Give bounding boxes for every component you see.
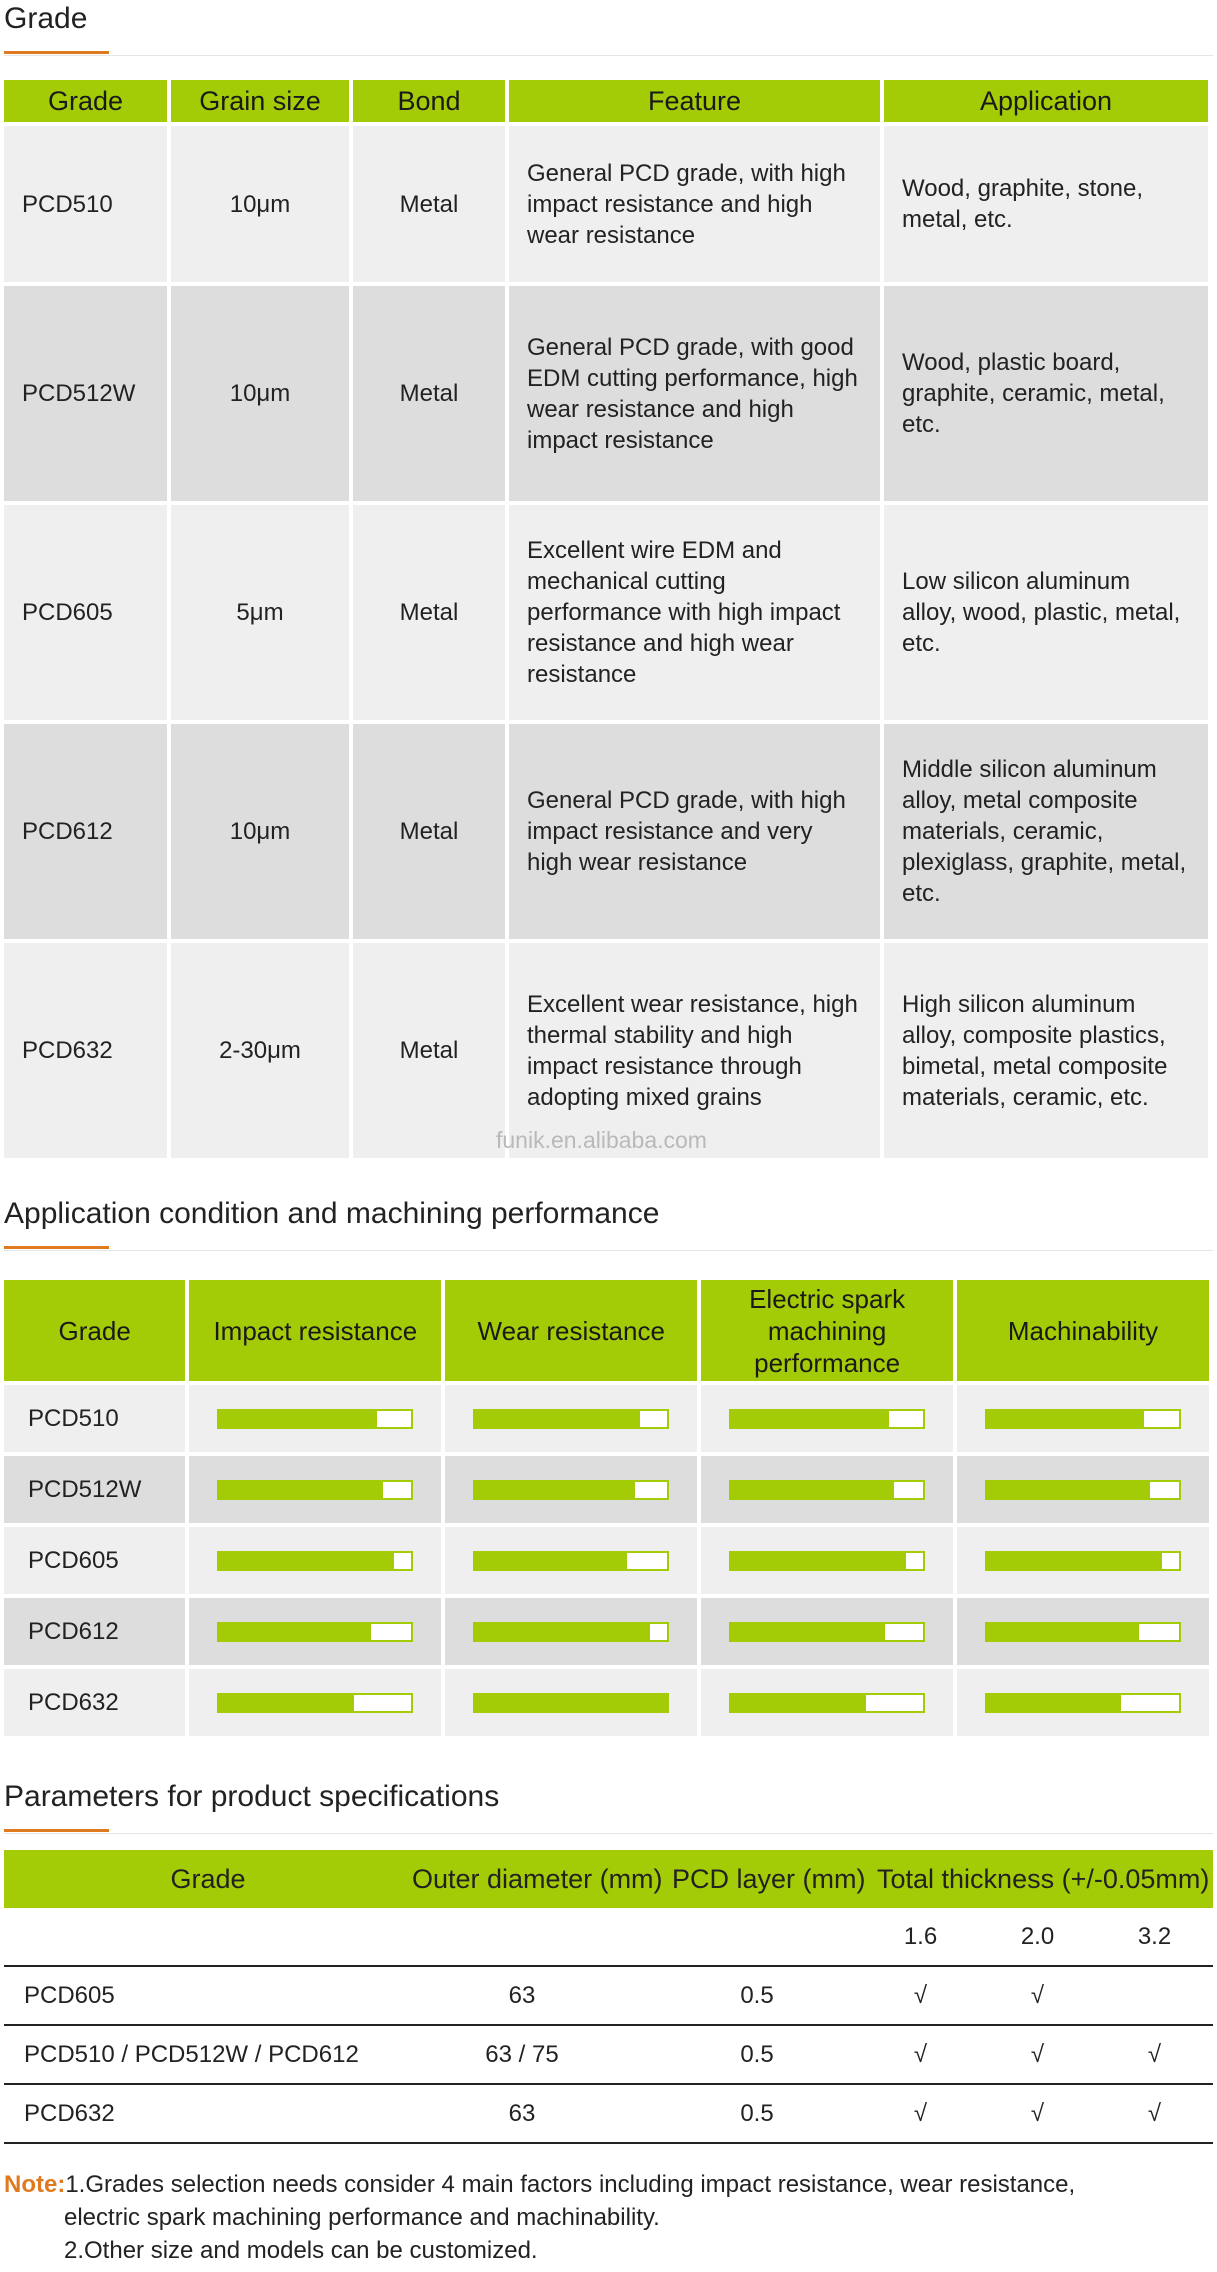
header-pcd-layer: PCD layer (mm) (672, 1863, 866, 1894)
check-2-0: √ (1030, 1981, 1045, 2009)
application-cell: Wood, plastic board, graphite, ceramic, metal, etc. (884, 286, 1208, 501)
header-wear-resistance: Wear resistance (445, 1280, 697, 1381)
level-cell (189, 1527, 441, 1594)
check-2-0: √ (1030, 2040, 1045, 2068)
note-line-3: 2.Other size and models can be customized. (64, 2237, 538, 2264)
level-cell (701, 1456, 953, 1523)
layer-cell: 0.5 (740, 2040, 774, 2068)
machinability-bar (985, 1693, 1181, 1713)
table-row (4, 1456, 1209, 1523)
application-cell: Wood, graphite, stone, metal, etc. (884, 126, 1208, 282)
layer-cell: 0.5 (740, 2099, 774, 2127)
check-3-2: √ (1147, 2099, 1162, 2127)
table-row (4, 2085, 1213, 2144)
table-row (4, 126, 1208, 282)
level-cell (701, 1527, 953, 1594)
outer-cell: 63 (508, 2099, 536, 2127)
check-1-6: √ (913, 2040, 928, 2068)
grade-cell: PCD512W (4, 1456, 185, 1523)
bar-fill (475, 1695, 667, 1711)
application-cell: Low silicon aluminum alloy, wood, plastic, metal, etc. (884, 505, 1208, 720)
grain-cell: 10μm (171, 286, 349, 501)
bar-fill (731, 1482, 894, 1498)
thickness-subheader (4, 1908, 1213, 1967)
bond-cell: Metal (353, 724, 505, 939)
feature-cell: General PCD grade, with high impact resistance and very high wear resistance (509, 724, 880, 939)
bar-fill (475, 1624, 650, 1640)
grain-cell: 10μm (171, 724, 349, 939)
machinability-bar (985, 1551, 1181, 1571)
electric-spark-bar (729, 1693, 925, 1713)
grade-title-rule (4, 55, 1213, 56)
grade-table-header (4, 80, 1208, 122)
bar-fill (731, 1624, 885, 1640)
bar-fill (219, 1553, 394, 1569)
level-cell (701, 1669, 953, 1736)
wear-resistance-bar (473, 1622, 669, 1642)
wear-resistance-bar (473, 1551, 669, 1571)
grade-cell: PCD632 (24, 2099, 115, 2127)
note-line-2: electric spark machining performance and machinability. (64, 2204, 660, 2231)
header-electric-spark: Electric spark machining performance (701, 1280, 953, 1381)
header-application: Application (884, 80, 1208, 122)
table-row (4, 724, 1208, 939)
impact-resistance-bar (217, 1622, 413, 1642)
grade-cell: PCD612 (4, 1598, 185, 1665)
header-grade: Grade (170, 1863, 246, 1894)
bar-fill (219, 1624, 371, 1640)
level-cell (957, 1456, 1209, 1523)
bar-fill (731, 1411, 888, 1427)
level-cell (957, 1385, 1209, 1452)
bar-fill (475, 1553, 627, 1569)
bond-cell: Metal (353, 286, 505, 501)
application-cell: Middle silicon aluminum alloy, metal composite materials, ceramic, plexiglass, graphite, metal, etc. (884, 724, 1208, 939)
level-cell (445, 1385, 697, 1452)
electric-spark-bar (729, 1480, 925, 1500)
table-row (4, 286, 1208, 501)
grade-cell: PCD510 / PCD512W / PCD612 (24, 2040, 359, 2068)
bar-fill (219, 1482, 382, 1498)
grade-cell: PCD510 (4, 1385, 185, 1452)
table-row (4, 1967, 1213, 2026)
thickness-3-2: 3.2 (1137, 1922, 1172, 1950)
outer-cell: 63 / 75 (485, 2040, 559, 2068)
feature-cell: General PCD grade, with high impact resistance and high wear resistance (509, 126, 880, 282)
note-line-1 (4, 2168, 1213, 2201)
thickness-1-6: 1.6 (903, 1922, 938, 1950)
machinability-bar (985, 1622, 1181, 1642)
grade-cell: PCD605 (24, 1981, 115, 2009)
header-grade: Grade (4, 1280, 185, 1381)
check-1-6: √ (913, 2099, 928, 2127)
electric-spark-bar (729, 1551, 925, 1571)
grain-cell: 2-30μm (171, 943, 349, 1158)
application-cell: High silicon aluminum alloy, composite plastics, bimetal, metal composite materials, ceramic, etc. (884, 943, 1208, 1158)
level-cell (701, 1598, 953, 1665)
table-row (4, 943, 1208, 1158)
table-row (4, 1385, 1209, 1452)
outer-cell: 63 (508, 1981, 536, 2009)
bar-fill (731, 1695, 865, 1711)
bar-fill (475, 1482, 634, 1498)
note-label: Note: (4, 2171, 66, 2198)
level-cell (189, 1385, 441, 1452)
bond-cell: Metal (353, 126, 505, 282)
spec-table (4, 1850, 1213, 2144)
header-outer-diameter: Outer diameter (mm) (412, 1863, 663, 1894)
grade-cell: PCD605 (4, 1527, 185, 1594)
feature-cell: Excellent wear resistance, high thermal stability and high impact resistance through adopting mixed grains (509, 943, 880, 1158)
header-grade: Grade (4, 80, 167, 122)
header-impact-resistance: Impact resistance (189, 1280, 441, 1381)
electric-spark-bar (729, 1409, 925, 1429)
impact-resistance-bar (217, 1480, 413, 1500)
grade-title-underline (4, 51, 109, 54)
header-total-thickness: Total thickness (+/-0.05mm) (877, 1863, 1210, 1894)
header-machinability: Machinability (957, 1280, 1209, 1381)
level-cell (445, 1669, 697, 1736)
bar-fill (987, 1482, 1150, 1498)
note-text-1: 1.Grades selection needs consider 4 main factors including impact resistance, wear resistance, (65, 2171, 1076, 2198)
grade-cell: PCD632 (4, 943, 167, 1158)
impact-resistance-bar (217, 1409, 413, 1429)
level-cell (445, 1456, 697, 1523)
note-block (4, 2168, 1213, 2267)
grade-cell: PCD632 (4, 1669, 185, 1736)
performance-title-underline (4, 1246, 109, 1249)
bar-fill (987, 1411, 1144, 1427)
table-row (4, 1669, 1209, 1736)
grade-cell: PCD510 (4, 126, 167, 282)
watermark: funik.en.alibaba.com (496, 1127, 707, 1153)
performance-title-rule (4, 1250, 1213, 1251)
table-row (4, 505, 1208, 720)
bar-fill (987, 1695, 1121, 1711)
grain-cell: 5μm (171, 505, 349, 720)
bond-cell: Metal (353, 943, 505, 1158)
electric-spark-bar (729, 1622, 925, 1642)
impact-resistance-bar (217, 1693, 413, 1713)
spec-section-title: Parameters for product specifications (4, 1780, 500, 1813)
level-cell (445, 1527, 697, 1594)
spec-title-rule (4, 1833, 1213, 1834)
bar-fill (219, 1411, 376, 1427)
level-cell (189, 1669, 441, 1736)
spec-table-header (4, 1850, 1213, 1908)
grade-section-title: Grade (4, 2, 88, 35)
wear-resistance-bar (473, 1480, 669, 1500)
grade-cell: PCD512W (4, 286, 167, 501)
level-cell (189, 1598, 441, 1665)
table-row (4, 1527, 1209, 1594)
table-row (4, 1598, 1209, 1665)
wear-resistance-bar (473, 1693, 669, 1713)
impact-resistance-bar (217, 1551, 413, 1571)
performance-table-header (4, 1280, 1209, 1381)
check-3-2: √ (1147, 2040, 1162, 2068)
layer-cell: 0.5 (740, 1981, 774, 2009)
check-1-6: √ (913, 1981, 928, 2009)
level-cell (957, 1527, 1209, 1594)
bar-fill (987, 1624, 1139, 1640)
performance-section-title: Application condition and machining performance (4, 1197, 660, 1230)
header-feature: Feature (509, 80, 880, 122)
grade-cell: PCD605 (4, 505, 167, 720)
header-bond: Bond (353, 80, 505, 122)
level-cell (957, 1669, 1209, 1736)
level-cell (957, 1598, 1209, 1665)
grain-cell: 10μm (171, 126, 349, 282)
spec-title-underline (4, 1829, 109, 1832)
performance-table (0, 1276, 1213, 1740)
thickness-2-0: 2.0 (1020, 1922, 1055, 1950)
machinability-bar (985, 1480, 1181, 1500)
bar-fill (987, 1553, 1162, 1569)
level-cell (189, 1456, 441, 1523)
grade-cell: PCD612 (4, 724, 167, 939)
machinability-bar (985, 1409, 1181, 1429)
check-2-0: √ (1030, 2099, 1045, 2127)
feature-cell: Excellent wire EDM and mechanical cutting performance with high impact resistance and high wear resistance (509, 505, 880, 720)
bond-cell: Metal (353, 505, 505, 720)
level-cell (445, 1598, 697, 1665)
bar-fill (731, 1553, 906, 1569)
bar-fill (219, 1695, 353, 1711)
bar-fill (475, 1411, 640, 1427)
header-grain-size: Grain size (171, 80, 349, 122)
feature-cell: General PCD grade, with good EDM cutting performance, high wear resistance and high impact resistance (509, 286, 880, 501)
table-row (4, 2026, 1213, 2085)
grade-table (0, 76, 1212, 1162)
level-cell (701, 1385, 953, 1452)
wear-resistance-bar (473, 1409, 669, 1429)
